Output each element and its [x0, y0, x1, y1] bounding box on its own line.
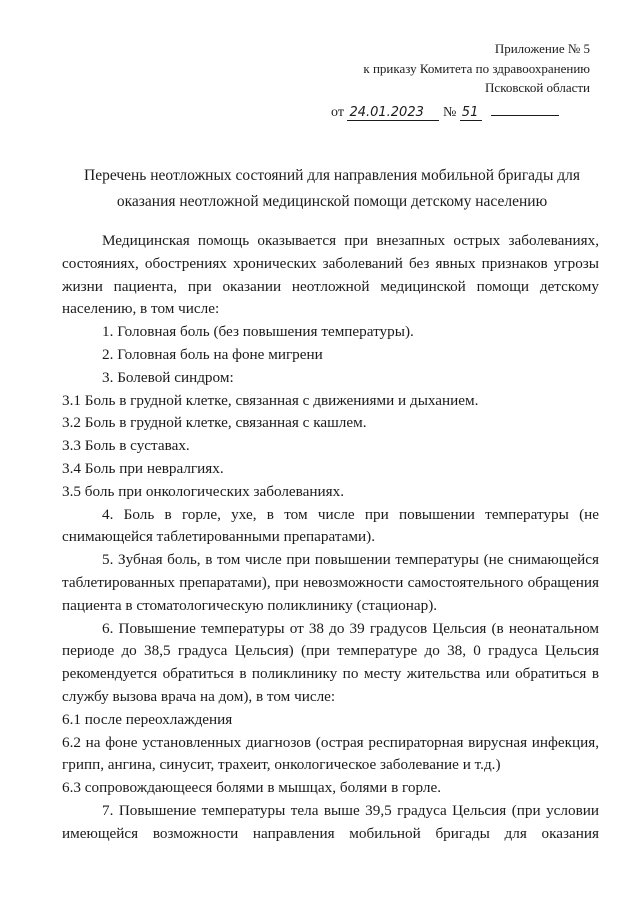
order-date-number	[331, 105, 559, 121]
list-item-6: 6. Повышение температуры от 38 до 39 градусов Цельсия (в неонатальном периоде до 38,5 градуса Цельсия) (при температуре до 38, 0 градуса Цельсия рекомендуется обратиться в поликлинику по месту жительства или обратиться в службу вызова врача на дом), в том числе:	[62, 619, 599, 705]
number-underline	[491, 115, 559, 116]
sub-item-6-3: 6.3 сопровождающееся болями в мышцах, болями в горле.	[62, 779, 441, 797]
document-body	[62, 230, 599, 846]
handwritten-date: 24.01.2023	[347, 106, 439, 121]
region-name: Псковской области	[485, 80, 590, 95]
sub-item-3-5: 3.5 боль при онкологических заболеваниях.	[62, 482, 345, 500]
sub-item-6-1: 6.1 после переохлаждения	[62, 710, 233, 728]
list-item-3: 3. Болевой синдром:	[102, 368, 234, 386]
list-item-2: 2. Головная боль на фоне мигрени	[102, 345, 323, 363]
sub-item-6-2: 6.2 на фоне установленных диагнозов (острая респираторная вирусная инфекция, грипп, ангина, синусит, трахеит, онкологическое заболевание и т.д.)	[62, 733, 599, 774]
title-line-2: оказания неотложной медицинской помощи детскому населению	[116, 193, 548, 210]
date-prefix: от	[331, 105, 344, 120]
list-item-1: 1. Головная боль (без повышения температуры).	[102, 323, 414, 341]
list-item-4: 4. Боль в горле, ухе, в том числе при повышении температуры (не снимающейся таблетированными препаратами).	[62, 505, 599, 546]
number-prefix: №	[442, 105, 457, 120]
sub-item-3-3: 3.3 Боль в суставах.	[62, 437, 190, 455]
appendix-label: Приложение № 5	[494, 41, 590, 56]
list-item-7: 7. Повышение температуры тела выше 39,5 градуса Цельсия (при условии имеющейся возможности направления мобильной бригады для оказания	[62, 801, 599, 842]
list-item-5: 5. Зубная боль, в том числе при повышении температуры (не снимающейся таблетированных препаратами), при невозможности самостоятельного обращения пациента в стоматологическую поликлинику (стационар).	[62, 551, 599, 614]
title-line-1: Перечень неотложных состояний для направления мобильной бригады для	[84, 167, 580, 184]
order-reference: к приказу Комитета по здравоохранению	[363, 61, 590, 76]
sub-item-3-2: 3.2 Боль в грудной клетке, связанная с кашлем.	[62, 414, 367, 432]
document-title	[62, 163, 602, 215]
sub-item-3-1: 3.1 Боль в грудной клетке, связанная с движениями и дыханием.	[62, 391, 479, 409]
intro-paragraph: Медицинская помощь оказывается при внезапных острых заболеваниях, состояниях, обострениях хронических заболеваний без явных признаков угрозы жизни пациента, при оказании неотложной медицинской помощи детскому населению, в том числе:	[62, 232, 599, 318]
sub-item-3-4: 3.4 Боль при невралгиях.	[62, 459, 224, 477]
handwritten-number: 51	[460, 106, 482, 121]
